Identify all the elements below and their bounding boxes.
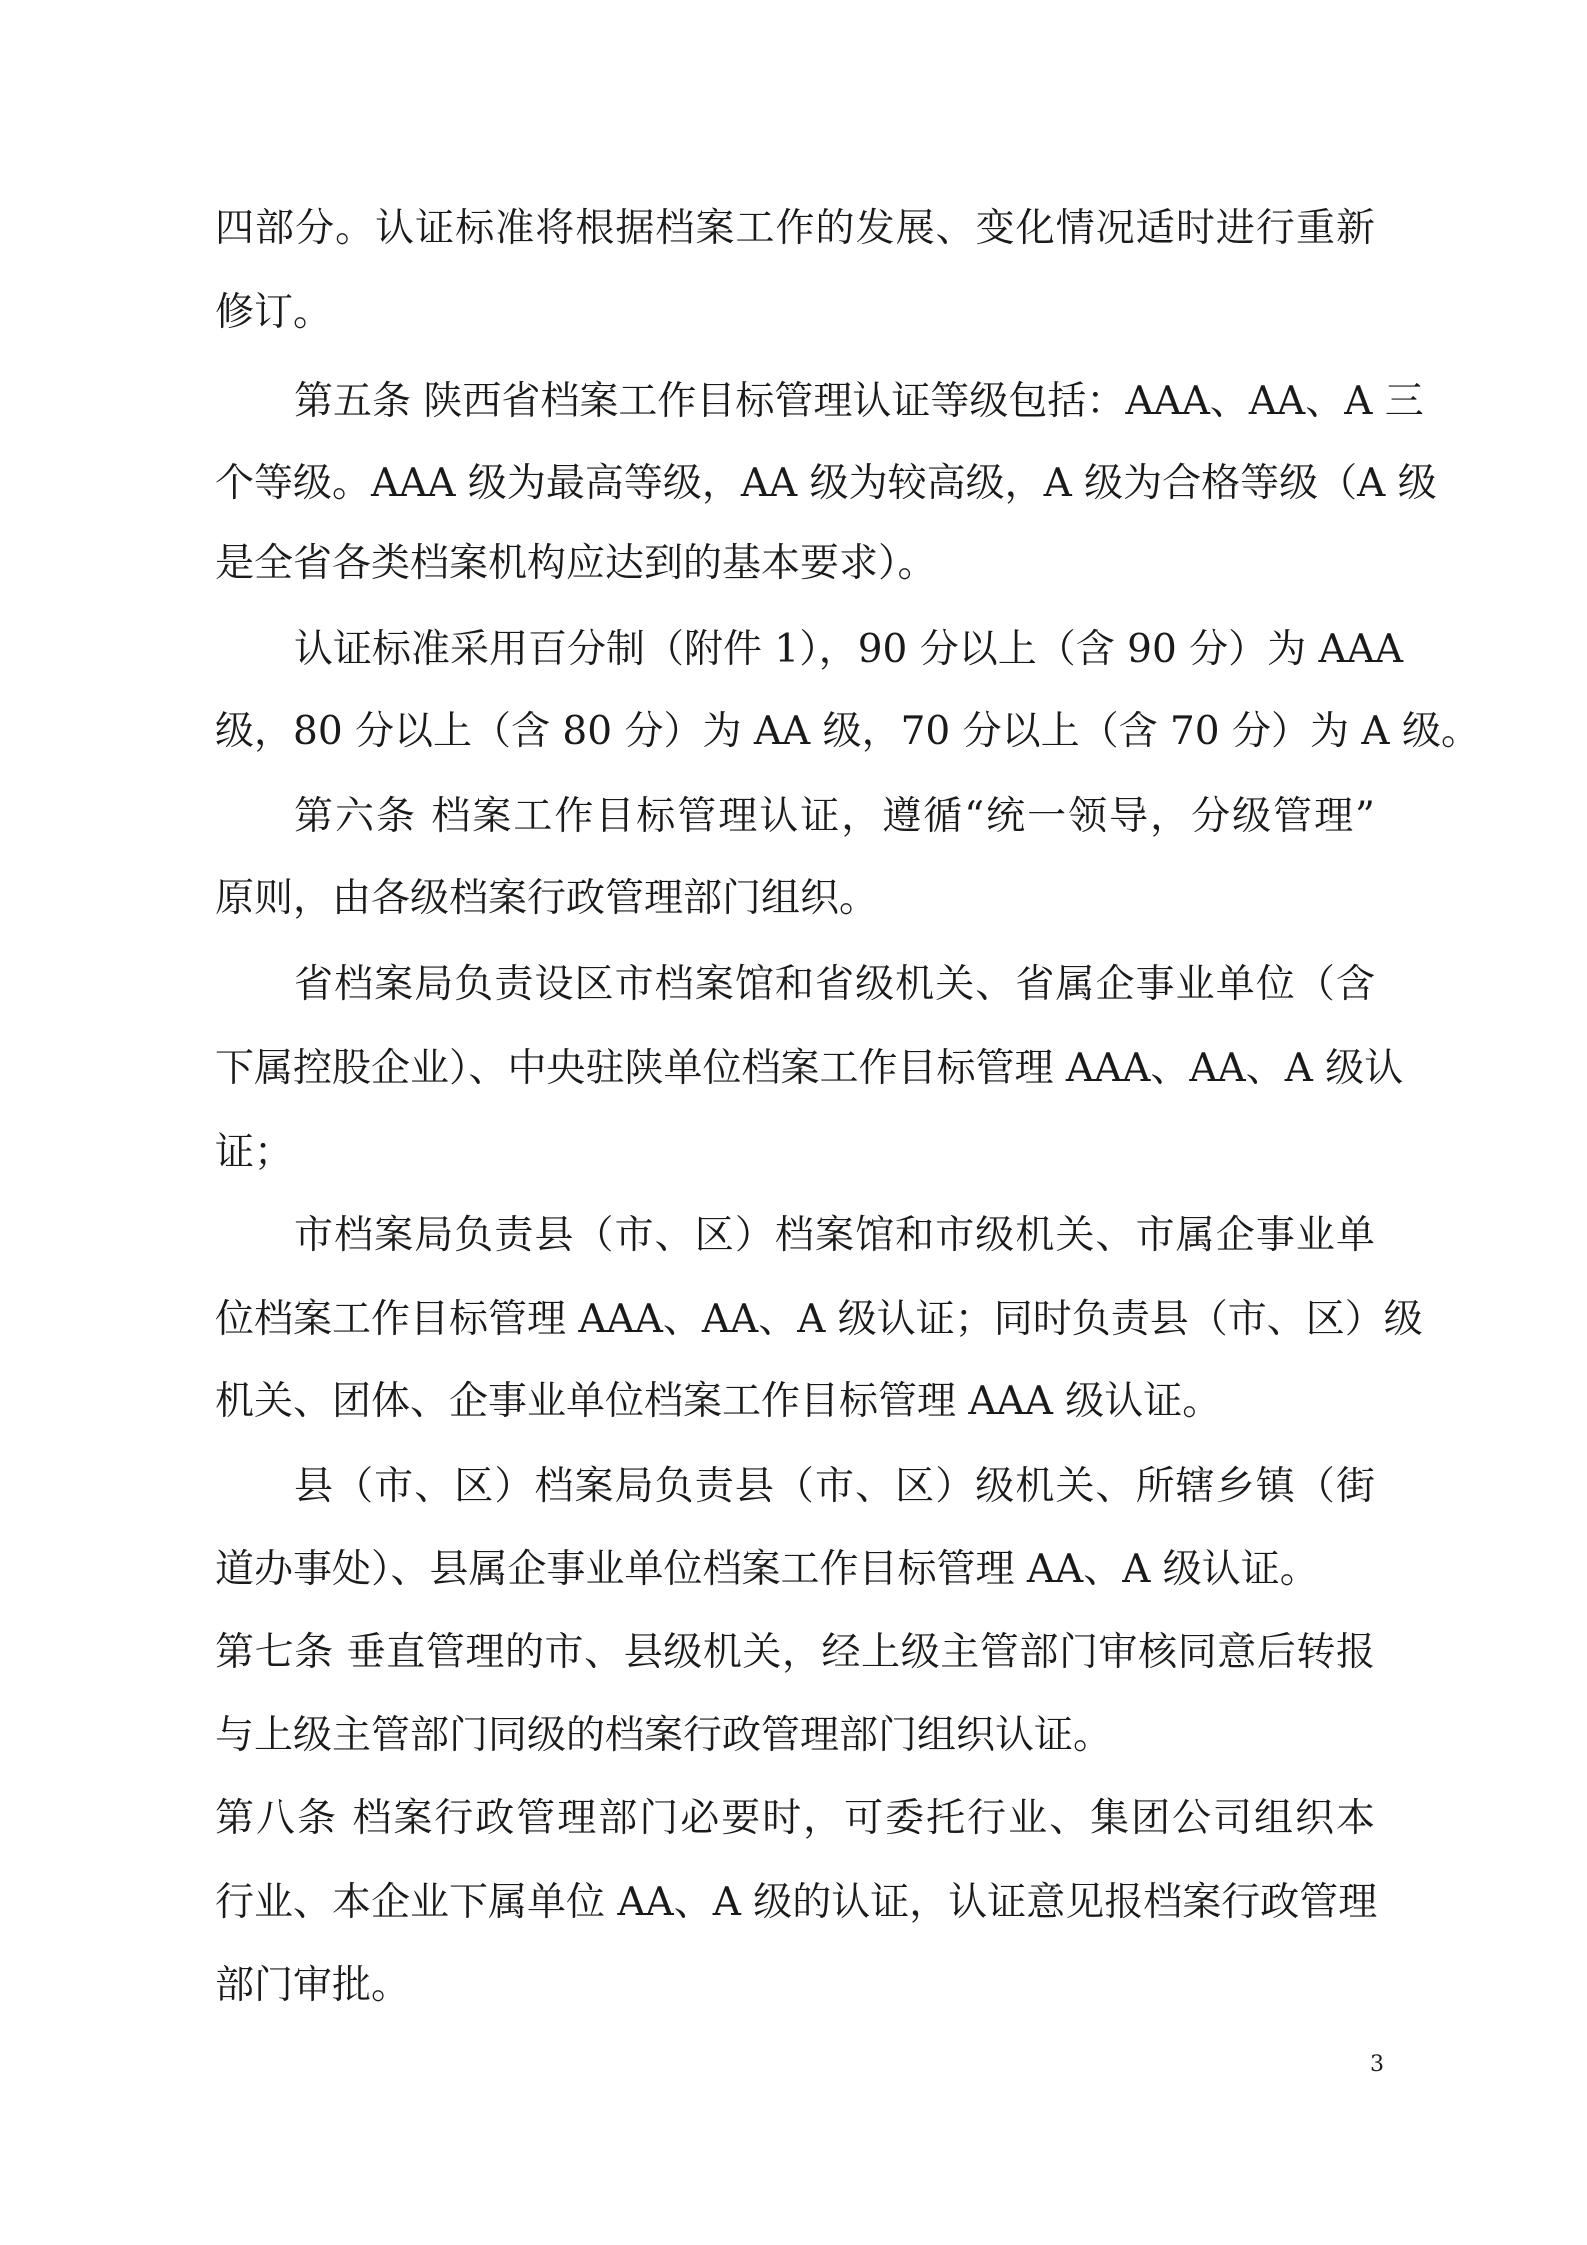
text-line: 与上级主管部门同级的档案行政管理部门组织认证。	[215, 1713, 1113, 1758]
text-line: 部门审批。	[215, 1963, 411, 2008]
text-line: 认证标准采用百分制（附件 1），90 分以上（含 90 分）为 AAA	[294, 627, 1404, 672]
text-line: 第八条 档案行政管理部门必要时，可委托行业、集团公司组织本	[215, 1796, 1375, 1841]
text-line: 第五条 陕西省档案工作目标管理认证等级包括：AAA、AA、A 三	[294, 379, 1424, 424]
text-line: 四部分。认证标准将根据档案工作的发展、变化情况适时进行重新	[215, 206, 1375, 251]
text-line: 行业、本企业下属单位 AA、A 级的认证，认证意见报档案行政管理	[215, 1880, 1378, 1925]
text-line: 是全省各类档案机构应达到的基本要求）。	[215, 541, 937, 586]
text-line: 位档案工作目标管理 AAA、AA、A 级认证；同时负责县（市、区）级	[215, 1297, 1423, 1342]
text-line: 省档案局负责设区市档案馆和省级机关、省属企事业单位（含	[294, 962, 1375, 1007]
text-line: 修订。	[215, 290, 333, 335]
page-number: 3	[1370, 2052, 1384, 2077]
text-line: 县（市、区）档案局负责县（市、区）级机关、所辖乡镇（街	[294, 1464, 1375, 1509]
text-line: 证；	[215, 1130, 294, 1175]
text-line: 原则，由各级档案行政管理部门组织。	[215, 876, 879, 921]
text-line: 机关、团体、企事业单位档案工作目标管理 AAA 级认证。	[215, 1379, 1222, 1424]
text-line: 第六条 档案工作目标管理认证，遵循“统一领导，分级管理”	[294, 794, 1375, 839]
text-line: 道办事处）、县属企事业单位档案工作目标管理 AA、A 级认证。	[215, 1547, 1319, 1592]
text-line: 第七条 垂直管理的市、县级机关，经上级主管部门审核同意后转报	[215, 1630, 1375, 1675]
text-line: 级，80 分以上（含 80 分）为 AA 级，70 分以上（含 70 分）为 A 级。	[215, 709, 1480, 754]
text-line: 市档案局负责县（市、区）档案馆和市级机关、市属企事业单	[294, 1213, 1375, 1258]
text-line: 个等级。AAA 级为最高等级，AA 级为较高级，A 级为合格等级（A 级	[215, 461, 1437, 506]
text-line: 下属控股企业）、中央驻陕单位档案工作目标管理 AAA、AA、A 级认	[215, 1046, 1404, 1091]
